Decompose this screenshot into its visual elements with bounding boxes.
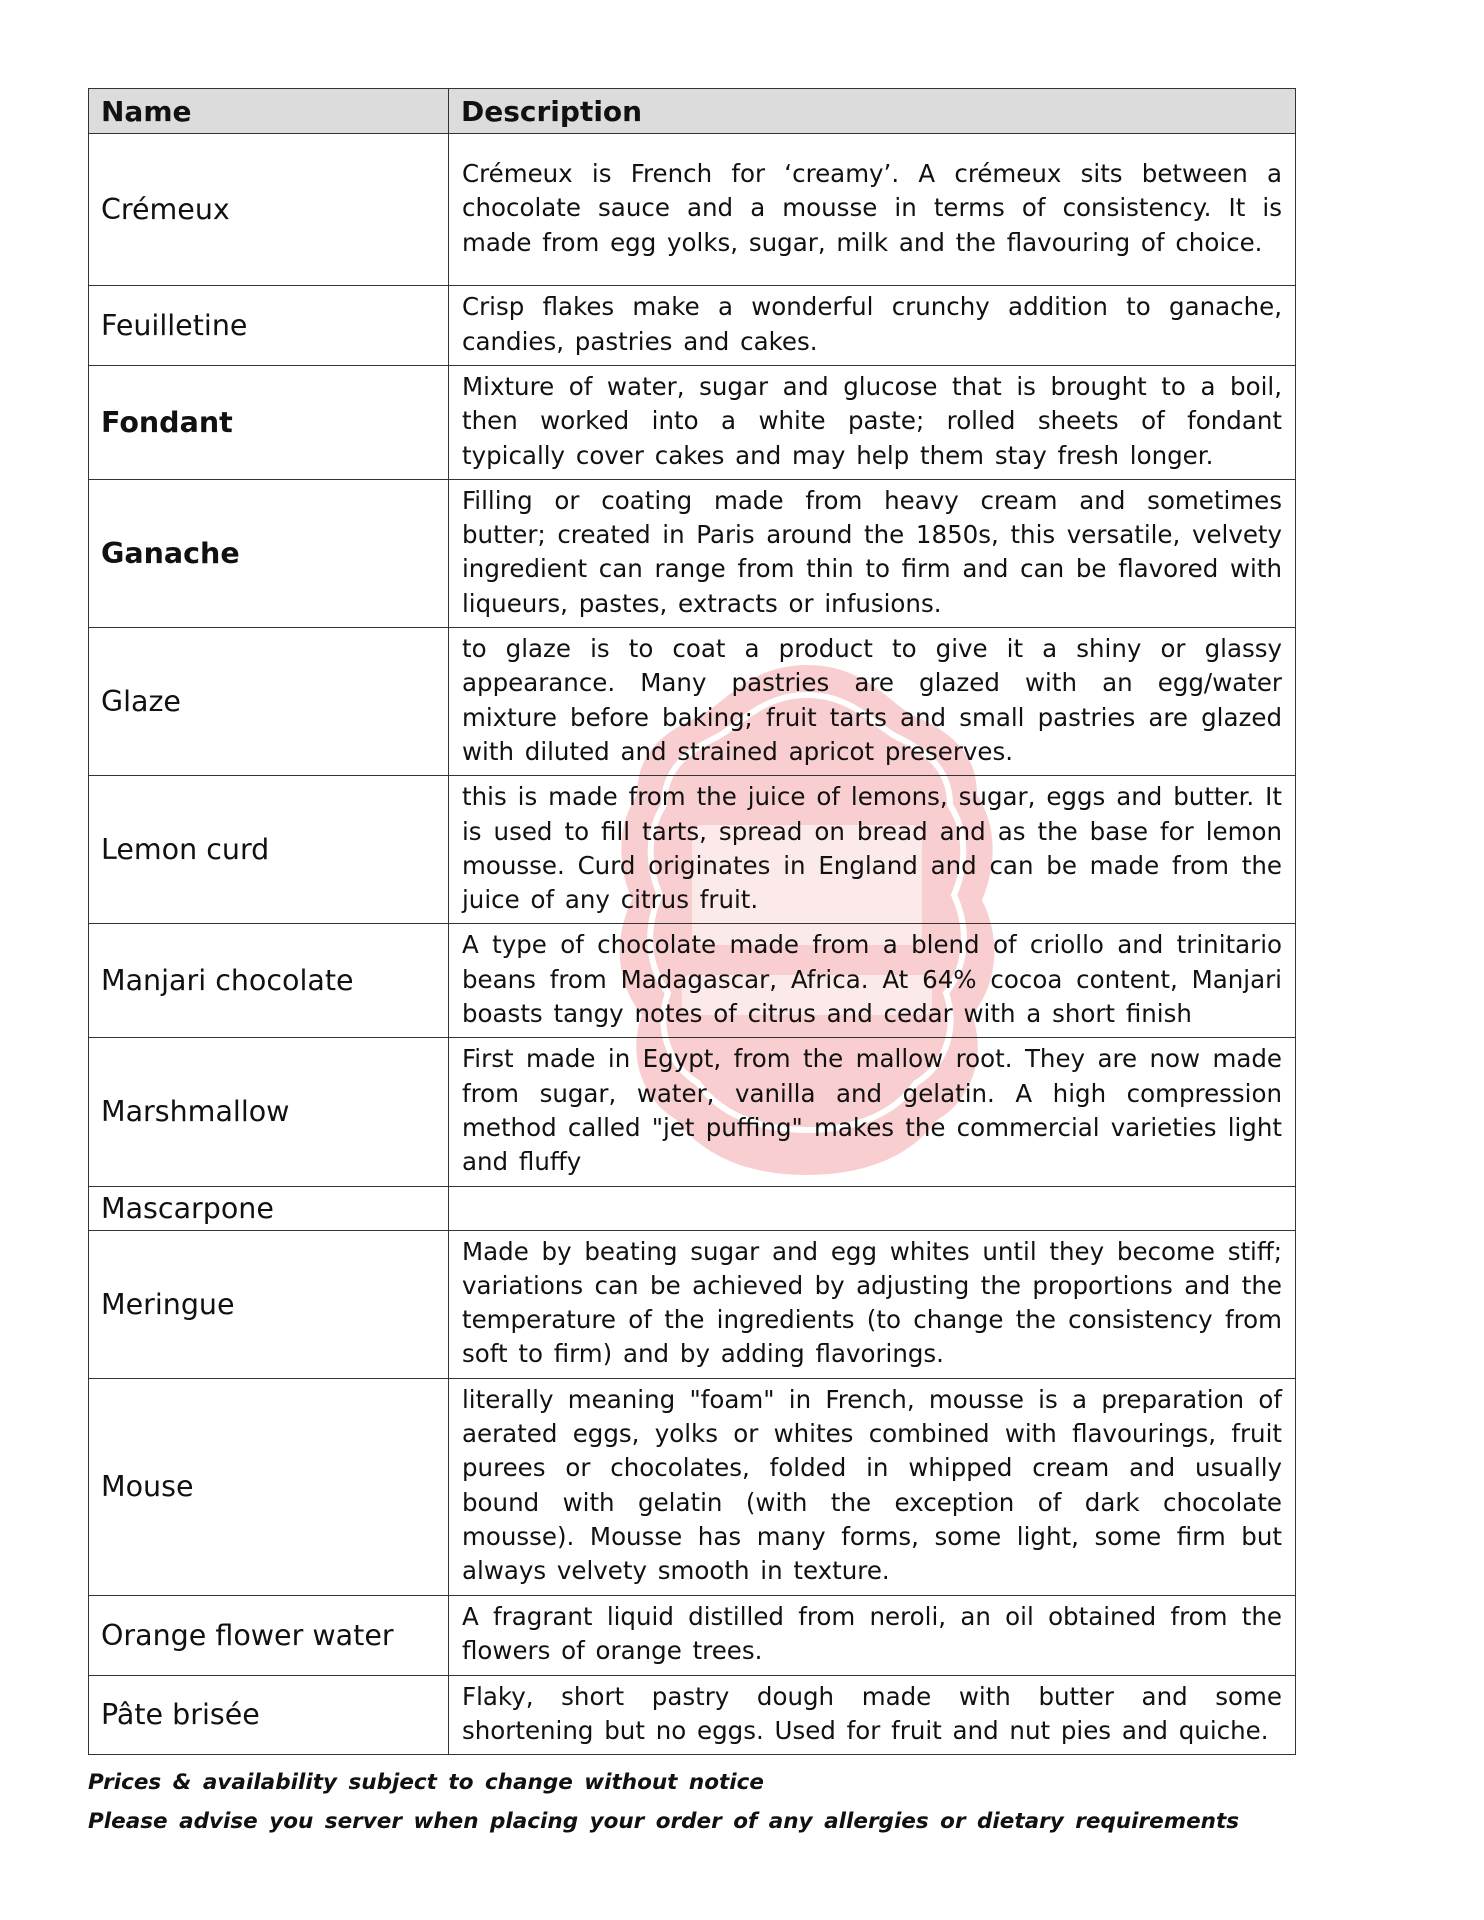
table-header-row — [89, 89, 1296, 134]
footer-prices-notice: Prices & availability subject to change without notice — [88, 1770, 764, 1795]
item-name: Glaze — [89, 628, 449, 776]
item-description: First made in Egypt, from the mallow root. They are now made from sugar, water, vanilla and gelatin. A high compression method called "jet puffing" makes the commercial varieties light and fluffy — [449, 1038, 1296, 1186]
item-description: A type of chocolate made from a blend of criollo and trinitario beans from Madagascar, Africa. At 64% cocoa content, Manjari boasts tangy notes of citrus and cedar with a short finish — [449, 924, 1296, 1038]
item-description: A fragrant liquid distilled from neroli, an oil obtained from the flowers of orange trees. — [449, 1595, 1296, 1675]
item-name: Feuilletine — [89, 286, 449, 366]
item-name: Manjari chocolate — [89, 924, 449, 1038]
table-row — [89, 1038, 1296, 1186]
item-name: Crémeux — [89, 134, 449, 286]
header-name: Name — [89, 89, 449, 134]
item-description: Crisp flakes make a wonderful crunchy addition to ganache, candies, pastries and cakes. — [449, 286, 1296, 366]
item-description: Filling or coating made from heavy cream and sometimes butter; created in Paris around the 1850s, this versatile, velvety ingredient can range from thin to firm and can be flavored with liqueurs, pastes, extracts or infusions. — [449, 479, 1296, 627]
table-row — [89, 479, 1296, 627]
table-row — [89, 628, 1296, 776]
footer-allergy-notice: Please advise you server when placing your order of any allergies or dietary requirements — [88, 1809, 1240, 1834]
item-description: this is made from the juice of lemons, sugar, eggs and butter. It is used to fill tarts, spread on bread and as the base for lemon mousse. Curd originates in England and can be made from the juice of any citrus fruit. — [449, 776, 1296, 924]
item-description: Mixture of water, sugar and glucose that is brought to a boil, then worked into a white paste; rolled sheets of fondant typically cover cakes and may help them stay fresh longer. — [449, 366, 1296, 480]
item-description: Made by beating sugar and egg whites until they become stiff; variations can be achieved by adjusting the proportions and the temperature of the ingredients (to change the consistency from soft to firm) and by adding flavorings. — [449, 1230, 1296, 1378]
table-row — [89, 1186, 1296, 1230]
table-row — [89, 1675, 1296, 1755]
item-name: Orange flower water — [89, 1595, 449, 1675]
item-name: Marshmallow — [89, 1038, 449, 1186]
item-name: Meringue — [89, 1230, 449, 1378]
item-name: Lemon curd — [89, 776, 449, 924]
item-description — [449, 1186, 1296, 1230]
item-name: Pâte brisée — [89, 1675, 449, 1755]
table-row — [89, 286, 1296, 366]
table-row — [89, 1595, 1296, 1675]
header-description: Description — [449, 89, 1296, 134]
item-name: Mascarpone — [89, 1186, 449, 1230]
item-name: Ganache — [89, 479, 449, 627]
table-row — [89, 776, 1296, 924]
item-description: literally meaning "foam" in French, mousse is a preparation of aerated eggs, yolks or whites combined with flavourings, fruit purees or chocolates, folded in whipped cream and usually bound with gelatin (with the exception of dark chocolate mousse). Mousse has many forms, some light, some firm but always velvety smooth in texture. — [449, 1378, 1296, 1595]
table-row — [89, 366, 1296, 480]
item-description: Flaky, short pastry dough made with butter and some shortening but no eggs. Used for fruit and nut pies and quiche. — [449, 1675, 1296, 1755]
glossary-table — [88, 88, 1296, 1755]
table-row — [89, 1378, 1296, 1595]
item-description: Crémeux is French for ‘creamy’. A crémeux sits between a chocolate sauce and a mousse in terms of consistency. It is made from egg yolks, sugar, milk and the flavouring of choice. — [449, 134, 1296, 286]
table-row — [89, 924, 1296, 1038]
table-row — [89, 1230, 1296, 1378]
table-row — [89, 134, 1296, 286]
item-name: Fondant — [89, 366, 449, 480]
item-description: to glaze is to coat a product to give it a shiny or glassy appearance. Many pastries are glazed with an egg/water mixture before baking; fruit tarts and small pastries are glazed with diluted and strained apricot preserves. — [449, 628, 1296, 776]
item-name: Mouse — [89, 1378, 449, 1595]
